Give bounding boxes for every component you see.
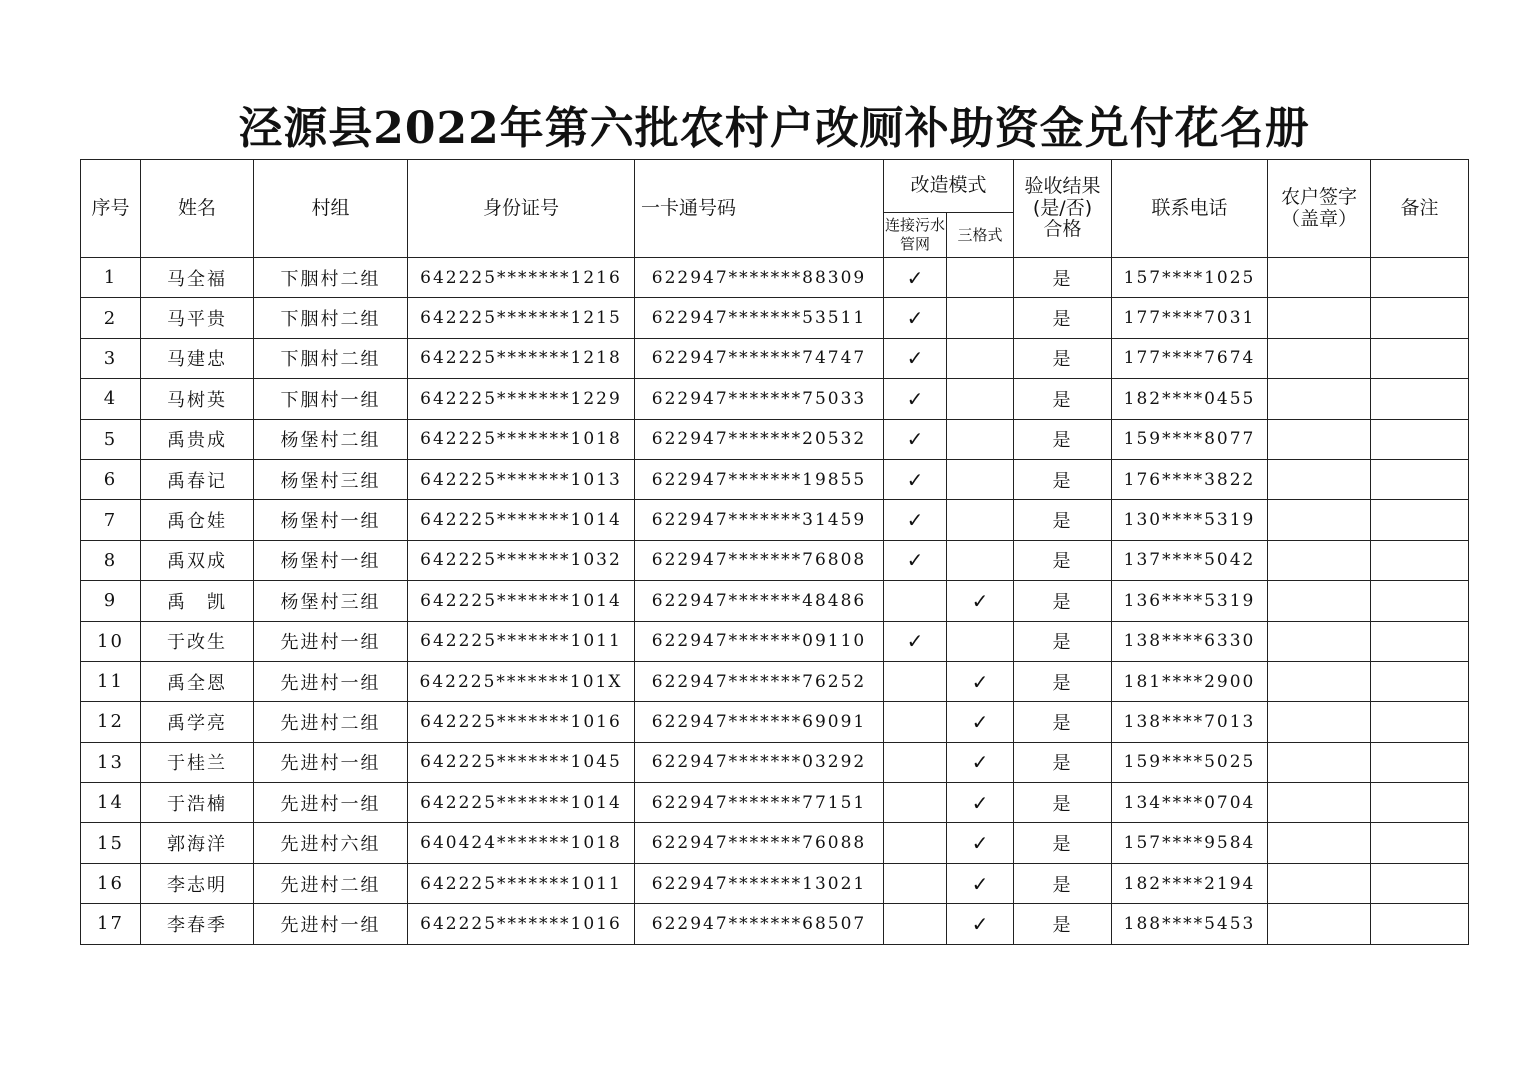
cell-card-number: 622947*******20532 xyxy=(635,419,884,459)
cell-name: 禹春记 xyxy=(141,459,254,499)
cell-name: 于浩楠 xyxy=(141,783,254,823)
cell-phone: 138****7013 xyxy=(1112,702,1268,742)
cell-id-number: 642225*******1013 xyxy=(408,459,635,499)
cell-seq: 4 xyxy=(81,379,141,419)
cell-seq: 13 xyxy=(81,742,141,782)
cell-mode-sewer xyxy=(884,783,947,823)
table-row xyxy=(81,581,1469,621)
header-remark: 备注 xyxy=(1371,160,1469,258)
header-name: 姓名 xyxy=(141,160,254,258)
cell-mode-sewer: ✓ xyxy=(884,258,947,298)
header-signature xyxy=(1268,160,1371,258)
cell-seq: 17 xyxy=(81,904,141,944)
cell-name: 禹全恩 xyxy=(141,661,254,701)
cell-name: 禹仓娃 xyxy=(141,500,254,540)
header-mode-three: 三格式 xyxy=(947,213,1014,258)
cell-accepted: 是 xyxy=(1014,500,1112,540)
cell-mode-three xyxy=(947,621,1014,661)
cell-mode-sewer: ✓ xyxy=(884,540,947,580)
cell-card-number: 622947*******48486 xyxy=(635,581,884,621)
table-row xyxy=(81,661,1469,701)
cell-accepted: 是 xyxy=(1014,338,1112,378)
table-header xyxy=(81,160,1469,258)
table-row xyxy=(81,823,1469,863)
cell-phone: 137****5042 xyxy=(1112,540,1268,580)
cell-mode-three xyxy=(947,258,1014,298)
subsidy-roster-table xyxy=(80,159,1469,945)
cell-id-number: 642225*******1016 xyxy=(408,904,635,944)
cell-card-number: 622947*******09110 xyxy=(635,621,884,661)
cell-village: 先进村二组 xyxy=(254,863,408,903)
cell-mode-sewer xyxy=(884,661,947,701)
table-row xyxy=(81,379,1469,419)
cell-name: 李志明 xyxy=(141,863,254,903)
cell-mode-sewer xyxy=(884,742,947,782)
cell-village: 下胭村一组 xyxy=(254,379,408,419)
cell-seq: 14 xyxy=(81,783,141,823)
cell-village: 杨堡村一组 xyxy=(254,540,408,580)
cell-mode-sewer xyxy=(884,702,947,742)
cell-remark xyxy=(1371,298,1469,338)
cell-mode-sewer: ✓ xyxy=(884,298,947,338)
cell-seq: 10 xyxy=(81,621,141,661)
cell-name: 李春季 xyxy=(141,904,254,944)
cell-phone: 177****7674 xyxy=(1112,338,1268,378)
header-signature-line1: 农户签字 xyxy=(1281,185,1358,208)
cell-signature xyxy=(1268,298,1371,338)
cell-remark xyxy=(1371,419,1469,459)
table-row xyxy=(81,338,1469,378)
cell-signature xyxy=(1268,500,1371,540)
cell-phone: 181****2900 xyxy=(1112,661,1268,701)
cell-accepted: 是 xyxy=(1014,823,1112,863)
table-row xyxy=(81,702,1469,742)
cell-remark xyxy=(1371,742,1469,782)
cell-mode-three: ✓ xyxy=(947,702,1014,742)
cell-mode-three: ✓ xyxy=(947,783,1014,823)
cell-card-number: 622947*******74747 xyxy=(635,338,884,378)
cell-accepted: 是 xyxy=(1014,258,1112,298)
cell-mode-sewer: ✓ xyxy=(884,500,947,540)
cell-mode-sewer: ✓ xyxy=(884,379,947,419)
cell-remark xyxy=(1371,540,1469,580)
cell-card-number: 622947*******76088 xyxy=(635,823,884,863)
cell-card-number: 622947*******03292 xyxy=(635,742,884,782)
cell-remark xyxy=(1371,702,1469,742)
header-signature-line2: （盖章） xyxy=(1281,207,1358,230)
cell-village: 杨堡村一组 xyxy=(254,500,408,540)
cell-mode-three: ✓ xyxy=(947,742,1014,782)
header-village: 村组 xyxy=(254,160,408,258)
cell-village: 杨堡村三组 xyxy=(254,581,408,621)
cell-phone: 176****3822 xyxy=(1112,459,1268,499)
table-row xyxy=(81,419,1469,459)
page-title: 泾源县2022年第六批农村户改厕补助资金兑付花名册 xyxy=(238,103,1310,154)
cell-name: 郭海洋 xyxy=(141,823,254,863)
cell-signature xyxy=(1268,823,1371,863)
header-acceptance-line2: (是/否) xyxy=(1032,196,1093,219)
cell-signature xyxy=(1268,581,1371,621)
cell-name: 禹学亮 xyxy=(141,702,254,742)
cell-mode-sewer: ✓ xyxy=(884,621,947,661)
cell-mode-three: ✓ xyxy=(947,863,1014,903)
cell-seq: 2 xyxy=(81,298,141,338)
table-row xyxy=(81,863,1469,903)
cell-id-number: 642225*******1229 xyxy=(408,379,635,419)
cell-id-number: 642225*******1215 xyxy=(408,298,635,338)
cell-seq: 11 xyxy=(81,661,141,701)
cell-accepted: 是 xyxy=(1014,379,1112,419)
cell-signature xyxy=(1268,661,1371,701)
cell-card-number: 622947*******76252 xyxy=(635,661,884,701)
cell-id-number: 642225*******1014 xyxy=(408,500,635,540)
cell-id-number: 642225*******1016 xyxy=(408,702,635,742)
cell-mode-sewer: ✓ xyxy=(884,459,947,499)
cell-name: 马建忠 xyxy=(141,338,254,378)
cell-seq: 6 xyxy=(81,459,141,499)
header-acceptance-line3: 合格 xyxy=(1043,218,1082,241)
cell-seq: 9 xyxy=(81,581,141,621)
cell-signature xyxy=(1268,379,1371,419)
table-row xyxy=(81,621,1469,661)
cell-card-number: 622947*******77151 xyxy=(635,783,884,823)
cell-name: 禹贵成 xyxy=(141,419,254,459)
cell-seq: 16 xyxy=(81,863,141,903)
cell-mode-three: ✓ xyxy=(947,904,1014,944)
cell-name: 马平贵 xyxy=(141,298,254,338)
cell-remark xyxy=(1371,904,1469,944)
cell-phone: 159****8077 xyxy=(1112,419,1268,459)
cell-mode-three xyxy=(947,419,1014,459)
cell-mode-three xyxy=(947,459,1014,499)
cell-phone: 182****0455 xyxy=(1112,379,1268,419)
cell-mode-three: ✓ xyxy=(947,581,1014,621)
cell-name: 禹 凯 xyxy=(141,581,254,621)
cell-id-number: 642225*******1014 xyxy=(408,581,635,621)
cell-seq: 1 xyxy=(81,258,141,298)
cell-signature xyxy=(1268,540,1371,580)
cell-card-number: 622947*******31459 xyxy=(635,500,884,540)
cell-signature xyxy=(1268,621,1371,661)
cell-card-number: 622947*******69091 xyxy=(635,702,884,742)
cell-remark xyxy=(1371,459,1469,499)
cell-name: 马树英 xyxy=(141,379,254,419)
cell-card-number: 622947*******13021 xyxy=(635,863,884,903)
cell-village: 先进村一组 xyxy=(254,904,408,944)
header-card-number: 一卡通号码 xyxy=(635,160,884,258)
cell-accepted: 是 xyxy=(1014,904,1112,944)
cell-remark xyxy=(1371,783,1469,823)
header-acceptance-line1: 验收结果 xyxy=(1024,174,1101,197)
table-row xyxy=(81,459,1469,499)
cell-seq: 8 xyxy=(81,540,141,580)
cell-signature xyxy=(1268,783,1371,823)
cell-mode-three xyxy=(947,298,1014,338)
cell-village: 先进村一组 xyxy=(254,661,408,701)
header-acceptance xyxy=(1014,160,1112,258)
cell-remark xyxy=(1371,258,1469,298)
table-row xyxy=(81,783,1469,823)
cell-id-number: 642225*******1011 xyxy=(408,863,635,903)
cell-id-number: 642225*******1032 xyxy=(408,540,635,580)
cell-name: 马全福 xyxy=(141,258,254,298)
cell-id-number: 642225*******1218 xyxy=(408,338,635,378)
cell-remark xyxy=(1371,823,1469,863)
cell-phone: 157****1025 xyxy=(1112,258,1268,298)
cell-phone: 159****5025 xyxy=(1112,742,1268,782)
cell-mode-sewer xyxy=(884,863,947,903)
cell-mode-three: ✓ xyxy=(947,661,1014,701)
cell-phone: 130****5319 xyxy=(1112,500,1268,540)
cell-village: 先进村二组 xyxy=(254,702,408,742)
header-seq: 序号 xyxy=(81,160,141,258)
cell-id-number: 642225*******1045 xyxy=(408,742,635,782)
cell-id-number: 642225*******1216 xyxy=(408,258,635,298)
cell-remark xyxy=(1371,621,1469,661)
cell-accepted: 是 xyxy=(1014,702,1112,742)
cell-signature xyxy=(1268,742,1371,782)
cell-village: 先进村一组 xyxy=(254,783,408,823)
cell-mode-three xyxy=(947,500,1014,540)
cell-phone: 138****6330 xyxy=(1112,621,1268,661)
cell-mode-sewer xyxy=(884,904,947,944)
cell-card-number: 622947*******88309 xyxy=(635,258,884,298)
table-row xyxy=(81,500,1469,540)
cell-phone: 182****2194 xyxy=(1112,863,1268,903)
cell-mode-three xyxy=(947,379,1014,419)
cell-seq: 3 xyxy=(81,338,141,378)
cell-village: 下胭村二组 xyxy=(254,338,408,378)
cell-accepted: 是 xyxy=(1014,540,1112,580)
cell-signature xyxy=(1268,702,1371,742)
cell-id-number: 642225*******101X xyxy=(408,661,635,701)
cell-phone: 134****0704 xyxy=(1112,783,1268,823)
cell-name: 于改生 xyxy=(141,621,254,661)
cell-phone: 177****7031 xyxy=(1112,298,1268,338)
cell-remark xyxy=(1371,338,1469,378)
cell-mode-three: ✓ xyxy=(947,823,1014,863)
cell-phone: 188****5453 xyxy=(1112,904,1268,944)
header-mode: 改造模式 xyxy=(884,160,1014,213)
table-body xyxy=(81,258,1469,945)
cell-signature xyxy=(1268,459,1371,499)
cell-remark xyxy=(1371,863,1469,903)
cell-accepted: 是 xyxy=(1014,783,1112,823)
cell-mode-sewer xyxy=(884,823,947,863)
cell-accepted: 是 xyxy=(1014,661,1112,701)
cell-village: 杨堡村三组 xyxy=(254,459,408,499)
table-row xyxy=(81,904,1469,944)
cell-phone: 136****5319 xyxy=(1112,581,1268,621)
table-row xyxy=(81,298,1469,338)
cell-card-number: 622947*******68507 xyxy=(635,904,884,944)
cell-seq: 12 xyxy=(81,702,141,742)
cell-village: 先进村一组 xyxy=(254,621,408,661)
cell-remark xyxy=(1371,581,1469,621)
cell-seq: 15 xyxy=(81,823,141,863)
cell-village: 下胭村二组 xyxy=(254,258,408,298)
cell-mode-three xyxy=(947,338,1014,378)
cell-signature xyxy=(1268,419,1371,459)
cell-accepted: 是 xyxy=(1014,419,1112,459)
cell-phone: 157****9584 xyxy=(1112,823,1268,863)
cell-accepted: 是 xyxy=(1014,742,1112,782)
table-row xyxy=(81,540,1469,580)
cell-accepted: 是 xyxy=(1014,621,1112,661)
cell-signature xyxy=(1268,258,1371,298)
cell-village: 先进村一组 xyxy=(254,742,408,782)
cell-id-number: 642225*******1011 xyxy=(408,621,635,661)
cell-card-number: 622947*******19855 xyxy=(635,459,884,499)
cell-id-number: 642225*******1018 xyxy=(408,419,635,459)
cell-remark xyxy=(1371,500,1469,540)
cell-signature xyxy=(1268,338,1371,378)
cell-mode-sewer: ✓ xyxy=(884,338,947,378)
cell-name: 禹双成 xyxy=(141,540,254,580)
cell-mode-sewer xyxy=(884,581,947,621)
cell-signature xyxy=(1268,863,1371,903)
cell-village: 下胭村二组 xyxy=(254,298,408,338)
cell-village: 先进村六组 xyxy=(254,823,408,863)
cell-mode-three xyxy=(947,540,1014,580)
cell-id-number: 640424*******1018 xyxy=(408,823,635,863)
cell-card-number: 622947*******53511 xyxy=(635,298,884,338)
cell-accepted: 是 xyxy=(1014,581,1112,621)
cell-name: 于桂兰 xyxy=(141,742,254,782)
cell-remark xyxy=(1371,379,1469,419)
cell-seq: 5 xyxy=(81,419,141,459)
header-id-number: 身份证号 xyxy=(408,160,635,258)
cell-accepted: 是 xyxy=(1014,298,1112,338)
cell-id-number: 642225*******1014 xyxy=(408,783,635,823)
header-mode-sewer: 连接污水管网 xyxy=(884,213,947,258)
cell-accepted: 是 xyxy=(1014,863,1112,903)
cell-village: 杨堡村二组 xyxy=(254,419,408,459)
cell-card-number: 622947*******75033 xyxy=(635,379,884,419)
header-phone: 联系电话 xyxy=(1112,160,1268,258)
cell-accepted: 是 xyxy=(1014,459,1112,499)
cell-seq: 7 xyxy=(81,500,141,540)
cell-remark xyxy=(1371,661,1469,701)
table-row xyxy=(81,258,1469,298)
cell-card-number: 622947*******76808 xyxy=(635,540,884,580)
cell-mode-sewer: ✓ xyxy=(884,419,947,459)
cell-signature xyxy=(1268,904,1371,944)
table-row xyxy=(81,742,1469,782)
